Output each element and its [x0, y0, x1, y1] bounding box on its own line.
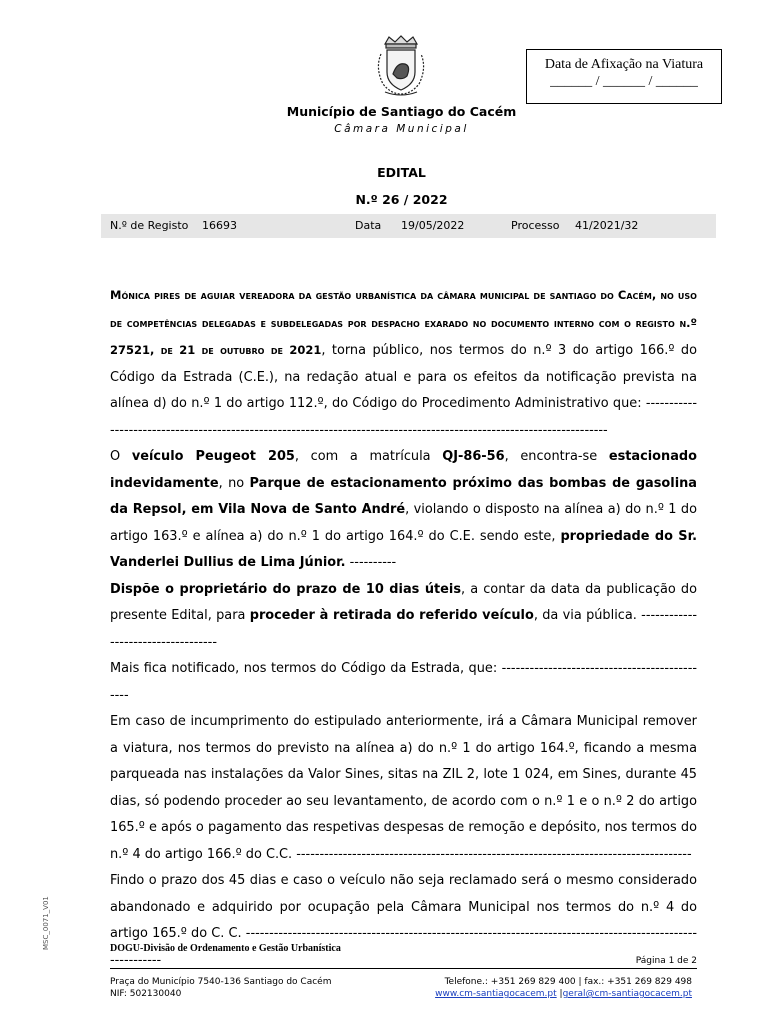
paragraph-notice: Mais fica notificado, nos termos do Código da Estrada, que: ----------------------------------------------: [110, 661, 697, 703]
address: Praça do Município 7540-136 Santiago do Cacém: [110, 977, 332, 987]
coat-of-arms-icon: [371, 34, 431, 98]
registry-number-value: 16693: [202, 219, 237, 232]
date-label: Data: [355, 219, 382, 232]
posting-date-box: [526, 49, 722, 104]
text: , com a matrícula: [294, 449, 443, 464]
footer-contacts: [435, 976, 692, 1000]
page-number: Página 1 de 2: [635, 956, 697, 966]
chamber-name: Câmara Municipal: [334, 123, 469, 135]
issuer-clause: Mónica pires de aguiar vereadora da gestão urbanística da câmara municipal de santiago do Cacém, no uso de competências delegadas e subdelegadas por despacho exarado no documento interno com o registo n.º 27521, de 21 de outubro de 2021: [110, 288, 697, 357]
web-email: [435, 988, 692, 1000]
footer-address: [110, 976, 331, 1000]
footer-divider: [110, 968, 697, 969]
parking-status: estacionado indevidamente: [110, 449, 697, 491]
owner: propriedade do Sr. Vanderlei Dullius de Lima Júnior.: [110, 528, 698, 570]
license-plate: QJ-86-56: [442, 449, 505, 464]
document-number: N.º 26 / 2022: [355, 192, 448, 207]
paragraph-intro: [110, 282, 697, 444]
email-link[interactable]: geral@cm-santiagocacem.pt: [562, 989, 692, 999]
intro-rest: , torna público, nos termos do n.º 3 do artigo 166.º do Código da Estrada (C.E.), na redação atual e para os efeitos da notificação prevista na alínea d) do n.º 1 do artigo 112.º, do Código do Procedimento Administrativo que: ----------------------------------------------------------------------------------------------------------------------: [110, 343, 697, 438]
posting-date-title: Data de Afixação na Viatura: [544, 57, 704, 72]
text: , violando o disposto na alínea a) do n.º 1 do artigo 163.º e alínea a) do n.º 1 do artigo 164.º do C.E. sendo este,: [110, 502, 697, 544]
text: , encontra-se: [504, 449, 609, 464]
deadline: Dispõe o proprietário do prazo de 10 dias úteis: [110, 581, 461, 597]
paragraph-deadline: [110, 577, 697, 657]
date-value: 19/05/2022: [401, 219, 465, 232]
division-name: DOGU-Divisão de Ordenamento e Gestão Urbanística: [110, 943, 341, 954]
paragraph-abandonment: Findo o prazo dos 45 dias e caso o veículo não seja reclamado será o mesmo considerado abandonado e adquirido por ocupação pela Câmara Municipal nos termos do n.º 4 do artigo 165.º do C. C. ------------------------------------------------------------------------------------------------------------: [110, 873, 697, 968]
process-value: 41/2021/32: [575, 219, 639, 232]
form-code: MSC_0071_V01: [42, 896, 50, 950]
paragraph-vehicle: [110, 444, 697, 577]
vehicle-model: veículo Peugeot 205: [131, 449, 295, 464]
website-link[interactable]: www.cm-santiagocacem.pt: [435, 989, 557, 999]
text: , no: [218, 475, 250, 491]
posting-date-line: ______ / ______ / ______: [550, 74, 698, 89]
location: Parque de estacionamento próximo das bombas de gasolina da Repsol, em Vila Nova de Santo André: [110, 475, 697, 517]
text: , a contar da data da publicação do presente Edital, para: [110, 581, 697, 623]
separator: |: [556, 989, 563, 999]
document-title: EDITAL: [377, 165, 426, 180]
nif: NIF: 502130040: [110, 989, 182, 999]
edict-body: [110, 282, 697, 974]
registry-number-label: N.º de Registo: [110, 219, 189, 232]
municipality-name: Município de Santiago do Cacém: [286, 104, 517, 119]
registry-bar: [101, 214, 716, 238]
paragraph-noncompliance: Em caso de incumprimento do estipulado anteriormente, irá a Câmara Municipal remover a viatura, nos termos do previsto na alínea a) do n.º 1 do artigo 164.º, ficando a mesma parqueada nas instalações da Valor Sines, sitas na ZIL 2, lote 1 024, em Sines, durante 45 dias, só podendo proceder ao seu levantamento, de acordo com o n.º 1 e o n.º 2 do artigo 165.º e após o pagamento das respetivas despesas de remoção e depósito, nos termos do n.º 4 do artigo 166.º do C.C. -------------------------------------------------------------------------------------: [110, 714, 697, 862]
text: ----------: [345, 555, 397, 570]
text: O: [110, 449, 132, 464]
removal-order: proceder à retirada do referido veículo: [249, 608, 534, 623]
process-label: Processo: [511, 219, 560, 232]
text: , da via pública. -----------------------------------: [110, 608, 697, 650]
phone-fax: Telefone.: +351 269 829 400 | fax.: +351 269 829 498: [444, 977, 692, 987]
